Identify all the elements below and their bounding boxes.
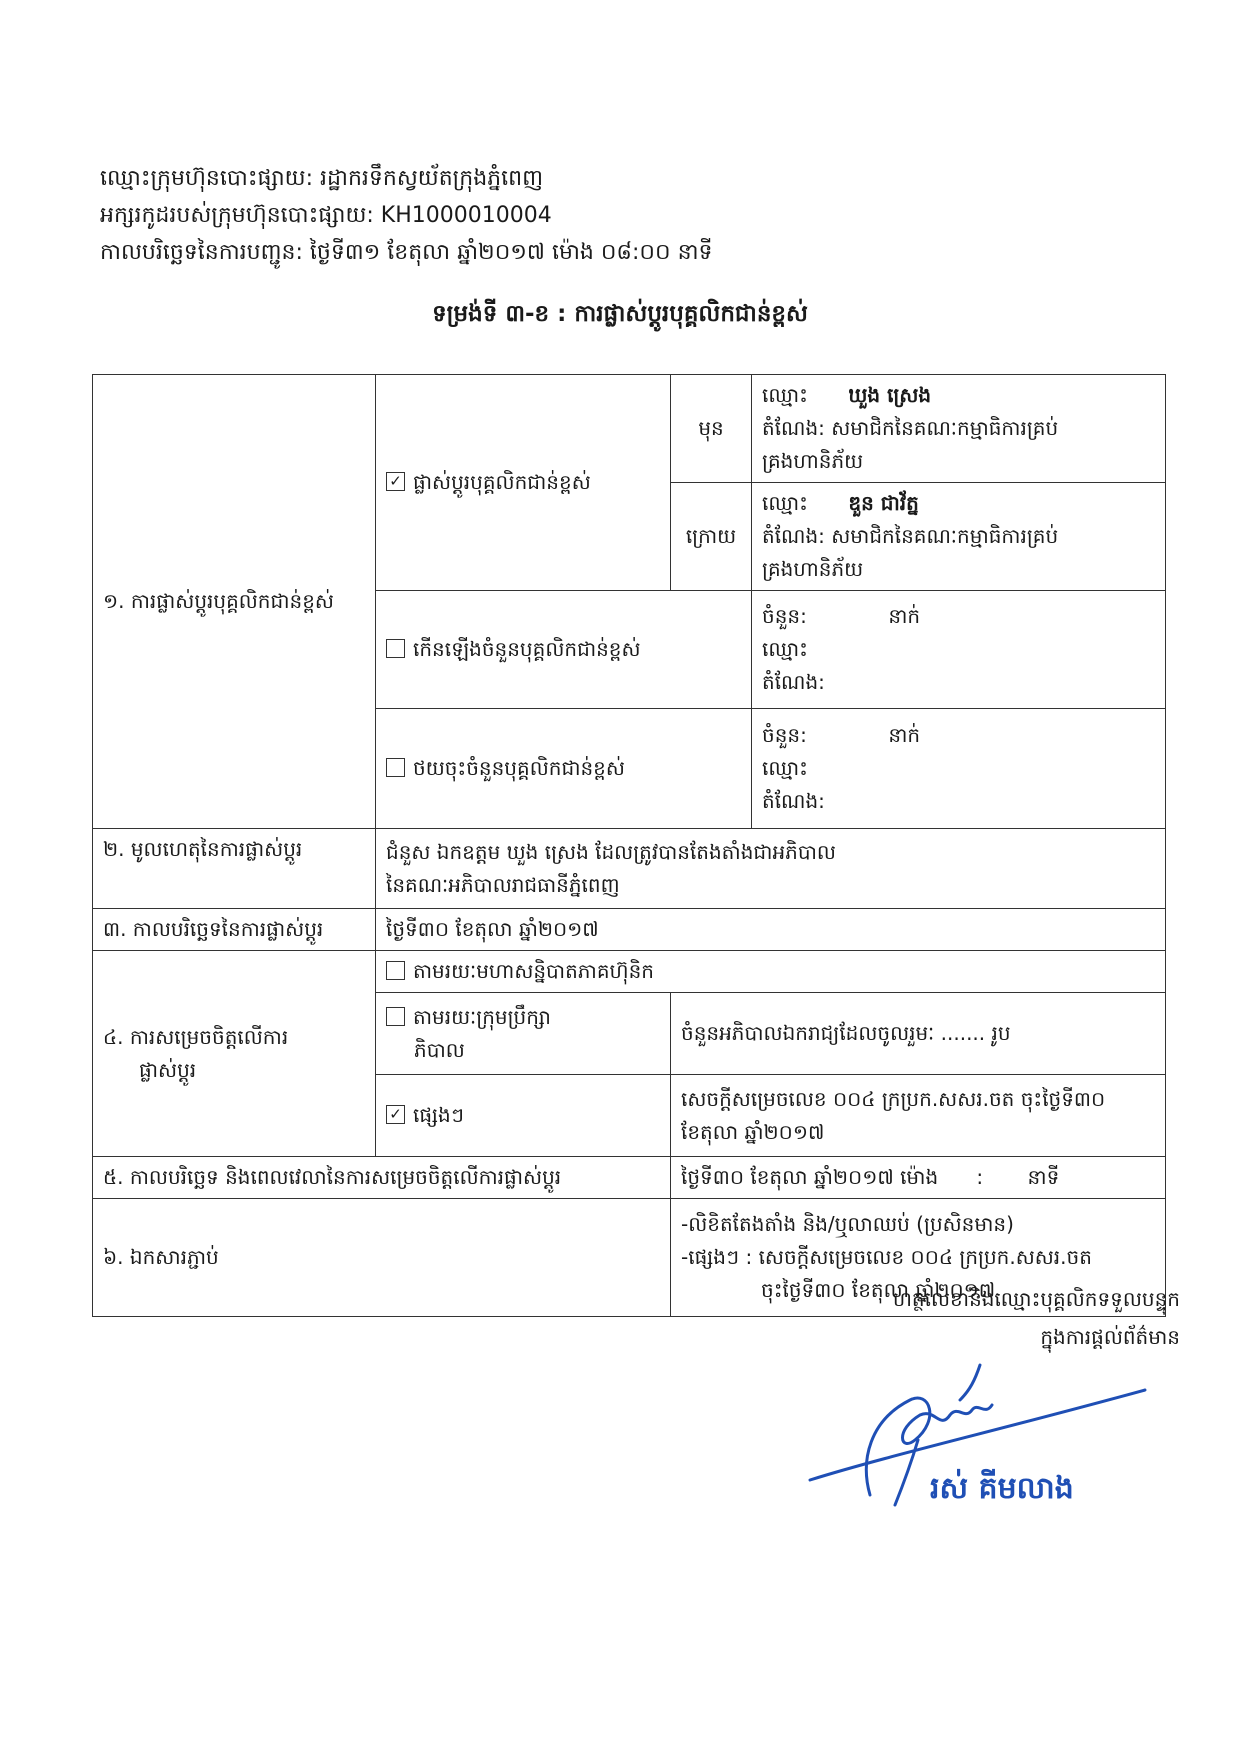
attachment-line2: -ផ្សេងៗ : សេចក្តីសម្រេចលេខ ០០៤ ក្រប្រក.សសរ.ចត [681, 1245, 1092, 1269]
section3-value: ថ្ងៃទី៣០ ខែតុលា ឆ្នាំ២០១៧ [376, 909, 1166, 951]
section4-label-line1: ៤. ការសម្រេចចិត្តលើការ [103, 1024, 289, 1049]
change-checkbox[interactable]: ✓ [386, 472, 405, 491]
opt2-label-line2: ភិបាល [414, 1037, 465, 1062]
opt3-option [376, 1075, 671, 1157]
after-position: សមាជិកនៃគណៈកម្មាធិការគ្រប់គ្រងហានិភ័យ [762, 524, 1059, 581]
section6-label: ៦. ឯកសារភ្ជាប់ [93, 1199, 671, 1317]
section1-label: ១. ការផ្លាស់ប្តូរបុគ្គលិកជាន់ខ្ពស់ [93, 375, 376, 829]
company-name: ឈ្មោះក្រុមហ៊ុនបោះផ្សាយ: រដ្ឋាករទឹកស្វយ័តក្រុងភ្នំពេញ [100, 166, 544, 191]
reason-line2: នៃគណៈអភិបាលរាជធានីភ្នំពេញ [386, 872, 620, 897]
company-code: អក្សរកូដរបស់ក្រុមហ៊ុនបោះផ្សាយ: KH1000010004 [100, 203, 552, 228]
after-label: ក្រោយ [671, 483, 752, 591]
decrease-option [376, 709, 752, 829]
attachment-line1: -លិខិតតែងតាំង និង/ឬលាឈប់ (ប្រសិនមាន) [681, 1212, 1014, 1236]
increase-details [752, 591, 1166, 709]
submission-date: កាលបរិច្ឆេទនៃការបញ្ជូន: ថ្ងៃទី៣១ ខែតុលា ឆ្នាំ២០១៧ ម៉ោង ០៨:០០ នាទី [100, 240, 713, 265]
section2-label: ២. មូលហេតុនៃការផ្លាស់ប្តូរ [93, 829, 376, 909]
opt2-label-line1: តាមរយៈក្រុមប្រឹក្សា [413, 1004, 551, 1029]
section3-label: ៣. កាលបរិច្ឆេទនៃការផ្លាស់ប្តូរ [93, 909, 376, 951]
opt2-option [376, 993, 671, 1075]
increase-count-label: ចំនួន: [762, 604, 807, 628]
decrease-details [752, 709, 1166, 829]
handwritten-signature [800, 1360, 1160, 1510]
reason-line1: ជំនួស ឯកឧត្តម ឃួង ស្រេង ដែលត្រូវបានតែងតាំងជាអភិបាល [386, 839, 836, 864]
change-option [376, 375, 671, 591]
increase-unit: នាក់ [888, 604, 921, 628]
opt3-value-line1: សេចក្តីសម្រេចលេខ ០០៤ ក្រប្រក.សសរ.ចត ចុះថ្ងៃទី៣០ [681, 1086, 1106, 1111]
section4-label-line2: ផ្លាស់ប្តូរ [139, 1057, 197, 1082]
after-details [752, 483, 1166, 591]
increase-option [376, 591, 752, 709]
section4-label [93, 951, 376, 1157]
form-title: ទម្រង់ទី ៣-ខ : ការផ្លាស់ប្តូរបុគ្គលិកជាន់ខ្ពស់ [432, 301, 808, 327]
decrease-unit: នាក់ [888, 723, 921, 747]
opt3-value [671, 1075, 1166, 1157]
increase-name-label: ឈ្មោះ [762, 637, 808, 661]
signature-caption-line2: ក្នុងការផ្តល់ព័ត៌មាន [1040, 1325, 1180, 1349]
attachment-line3: ចុះថ្ងៃទី៣០ ខែតុលា ឆ្នាំ២០១៧ [761, 1278, 996, 1302]
after-name: ឌួន ជាវ័ត្ន [848, 491, 919, 515]
before-position-label: តំណែង: [762, 416, 825, 440]
decrease-position-label: តំណែង: [762, 789, 825, 813]
increase-position-label: តំណែង: [762, 670, 825, 694]
senior-staff-change-table [92, 374, 1166, 1317]
signature-name: រស់ គីមលាង [930, 1471, 1074, 1506]
opt3-checkbox[interactable]: ✓ [386, 1105, 405, 1124]
decrease-checkbox[interactable] [386, 758, 405, 777]
decrease-name-label: ឈ្មោះ [762, 756, 808, 780]
section5-label: ៥. កាលបរិច្ឆេទ និងពេលវេលានៃការសម្រេចចិត្តលើការផ្លាស់ប្តូរ [93, 1157, 671, 1199]
opt2-value: ចំនួនអភិបាលឯករាជ្យដែលចូលរួមៈ ....... រូប [671, 993, 1166, 1075]
opt1-label: តាមរយៈមហាសន្និបាតភាគហ៊ុនិក [413, 959, 654, 983]
before-name: ឃួង ស្រេង [848, 383, 932, 407]
opt3-value-line2: ខែតុលា ឆ្នាំ២០១៧ [681, 1119, 825, 1144]
decrease-count-label: ចំនួន: [762, 723, 807, 747]
after-name-label: ឈ្មោះ [762, 491, 808, 515]
before-name-label: ឈ្មោះ [762, 383, 808, 407]
after-position-label: តំណែង: [762, 524, 825, 548]
before-details [752, 375, 1166, 483]
before-position: សមាជិកនៃគណៈកម្មាធិការគ្រប់គ្រងហានិភ័យ [762, 416, 1059, 473]
increase-checkbox[interactable] [386, 639, 405, 658]
section5-value: ថ្ងៃទី៣០ ខែតុលា ឆ្នាំ២០១៧ ម៉ោង : នាទី [671, 1157, 1166, 1199]
signature-block [800, 1280, 1180, 1356]
signature-caption-line1: ហត្ថលេខានិងឈ្មោះបុគ្គលិកទទួលបន្ទុក [892, 1287, 1180, 1311]
document-header [100, 160, 712, 271]
decrease-label: ថយចុះចំនួនបុគ្គលិកជាន់ខ្ពស់ [413, 756, 625, 780]
before-label: មុន [671, 375, 752, 483]
increase-label: កើនឡើងចំនួនបុគ្គលិកជាន់ខ្ពស់ [413, 637, 641, 661]
opt1-option [376, 951, 1166, 993]
opt2-checkbox[interactable] [386, 1007, 405, 1026]
change-label: ផ្លាស់ប្តូរបុគ្គលិកជាន់ខ្ពស់ [413, 470, 591, 494]
section2-value [376, 829, 1166, 909]
opt3-label: ផ្សេងៗ [413, 1103, 464, 1127]
opt1-checkbox[interactable] [386, 961, 405, 980]
